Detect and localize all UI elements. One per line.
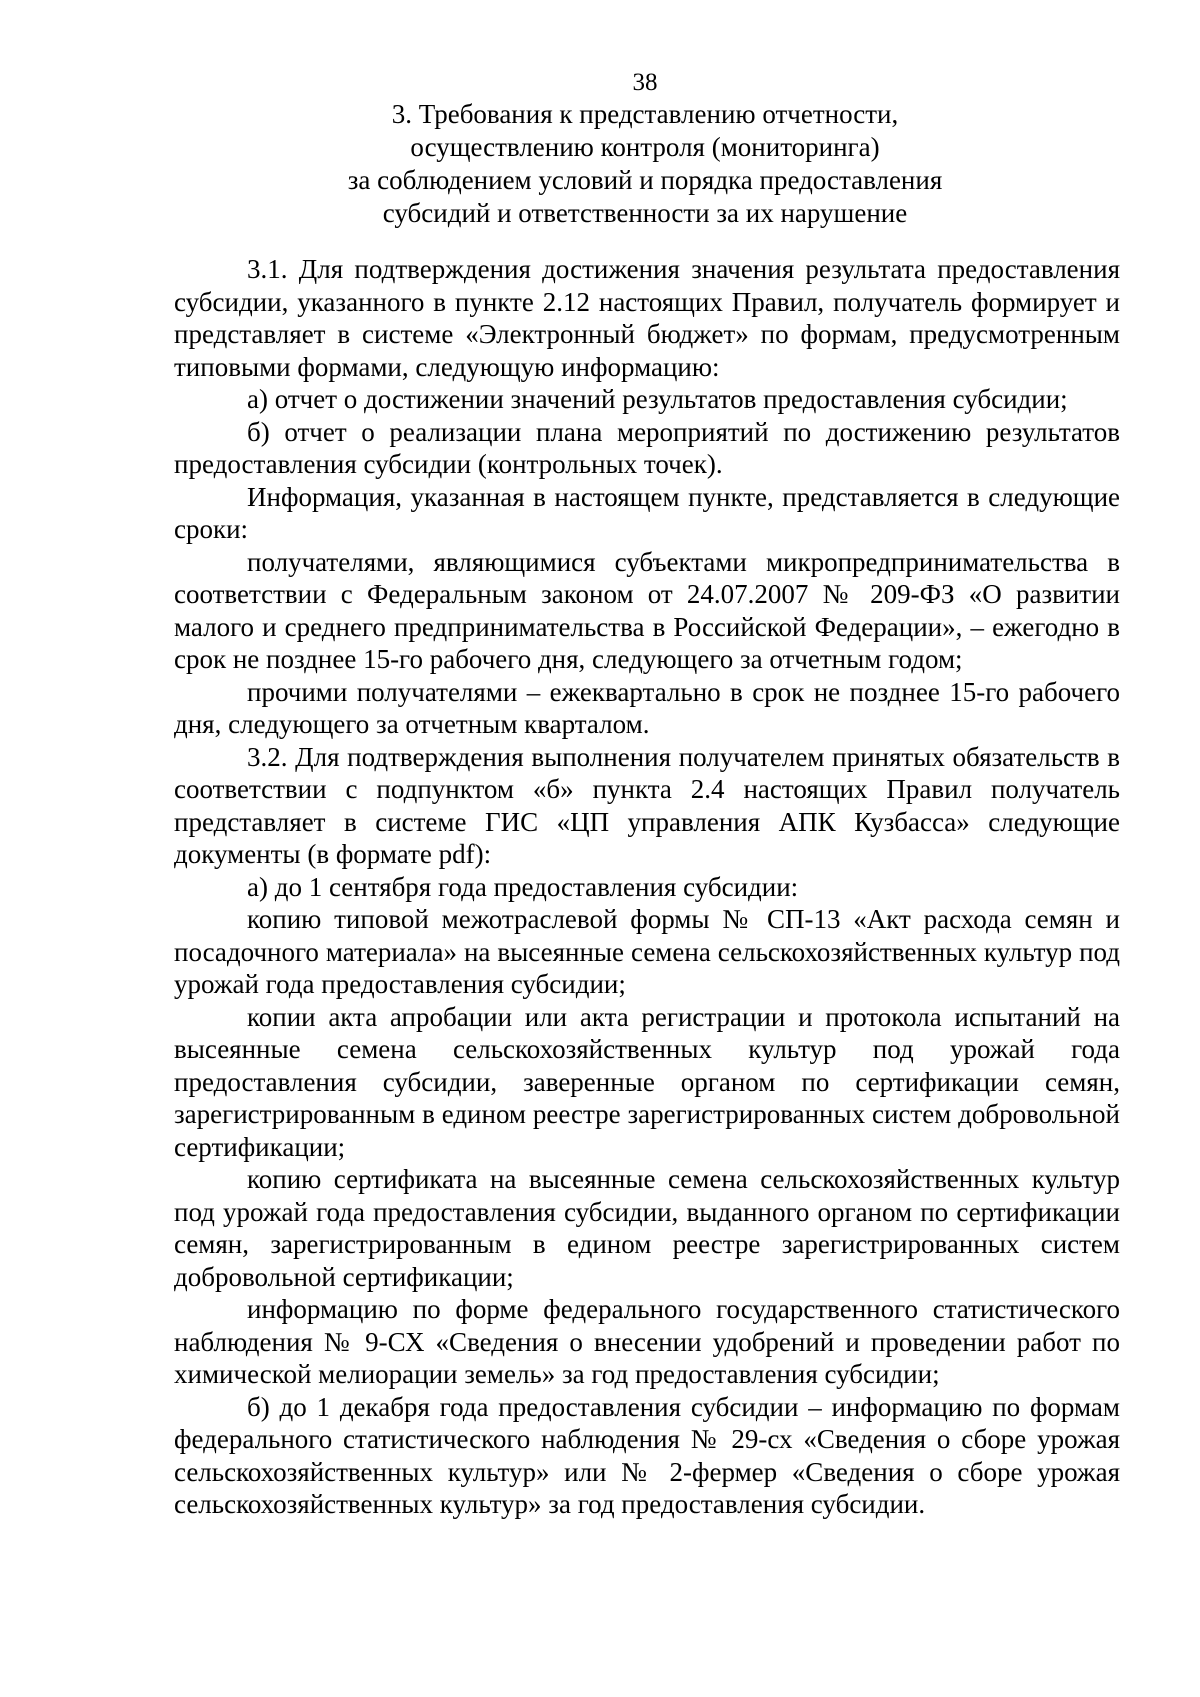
paragraph-item-a: а) отчет о достижении значений результатов предоставления субсидии; <box>247 384 1068 414</box>
paragraph-other-recipients: прочими получателями – ежеквартально в срок не позднее 15-го рабочего дня, следующего за отчетным кварталом. <box>174 676 1120 739</box>
body-text <box>174 253 1120 1521</box>
section-title-line: 3. Требования к представлению отчетности, <box>391 99 899 129</box>
paragraph-3-2: 3.2. Для подтверждения выполнения получателем принятых обязательств в соответствии с подпунктом «б» пункта 2.4 настоящих Правил получатель представляет в системе ГИС «ЦП управления АПК Кузбасса» следующие документы (в формате pdf): <box>174 741 1120 869</box>
paragraph-deadlines: Информация, указанная в настоящем пункте, представляется в следующие сроки: <box>174 481 1120 544</box>
section-title-line: субсидий и ответственности за их нарушение <box>382 198 908 228</box>
section-title <box>0 98 1200 230</box>
section-title-line: осуществлению контроля (мониторинга) <box>410 132 880 162</box>
paragraph-9sx-info: информацию по форме федерального государственного статистического наблюдения № 9-СХ «Сведения о внесении удобрений и проведении работ по химической мелиорации земель» за год предоставления субсидии; <box>174 1294 1120 1389</box>
paragraph-micro-entrepreneurs: получателями, являющимися субъектами микропредпринимательства в соответствии с Федеральным законом от 24.07.2007 № 209-ФЗ «О развитии малого и среднего предпринимательства в Российской Федерации», – ежегодно в срок не позднее 15-го рабочего дня, следующего за отчетным годом; <box>174 546 1120 674</box>
paragraph-certificate-copy: копию сертификата на высеянные семена сельскохозяйственных культур под урожай года предоставления субсидии, выданного органом по сертификации семян, зарегистрированным в едином реестре зарегистрированных систем добровольной сертификации; <box>174 1164 1120 1292</box>
page-number: 38 <box>632 69 658 96</box>
paragraph-until-december: б) до 1 декабря года предоставления субсидии – информацию по формам федерального статистического наблюдения № 29-сх «Сведения о сборе урожая сельскохозяйственных культур» или № 2-фермер «Сведения о сборе урожая сельскохозяйственных культур» за год предоставления субсидии. <box>174 1391 1120 1519</box>
section-title-line: за соблюдением условий и порядка предоставления <box>347 165 943 195</box>
paragraph-until-september: а) до 1 сентября года предоставления субсидии: <box>247 871 799 902</box>
paragraph-item-b: б) отчет о реализации плана мероприятий по достижению результатов предоставления субсидии (контрольных точек). <box>174 416 1120 479</box>
paragraph-approbation-copies: копии акта апробации или акта регистрации и протокола испытаний на высеянные семена сельскохозяйственных культур под урожай года предоставления субсидии, заверенные органом по сертификации семян, зарегистрированным в едином реестре зарегистрированных систем добровольной сертификации; <box>174 1001 1120 1162</box>
paragraph-sp13-copy: копию типовой межотраслевой формы № СП-13 «Акт расхода семян и посадочного материала» на высеянные семена сельскохозяйственных культур под урожай года предоставления субсидии; <box>174 904 1120 999</box>
paragraph-3-1: 3.1. Для подтверждения достижения значения результата предоставления субсидии, указанного в пункте 2.12 настоящих Правил, получатель формирует и представляет в системе «Электронный бюджет» по формам, предусмотренным типовыми формами, следующую информацию: <box>174 254 1120 382</box>
